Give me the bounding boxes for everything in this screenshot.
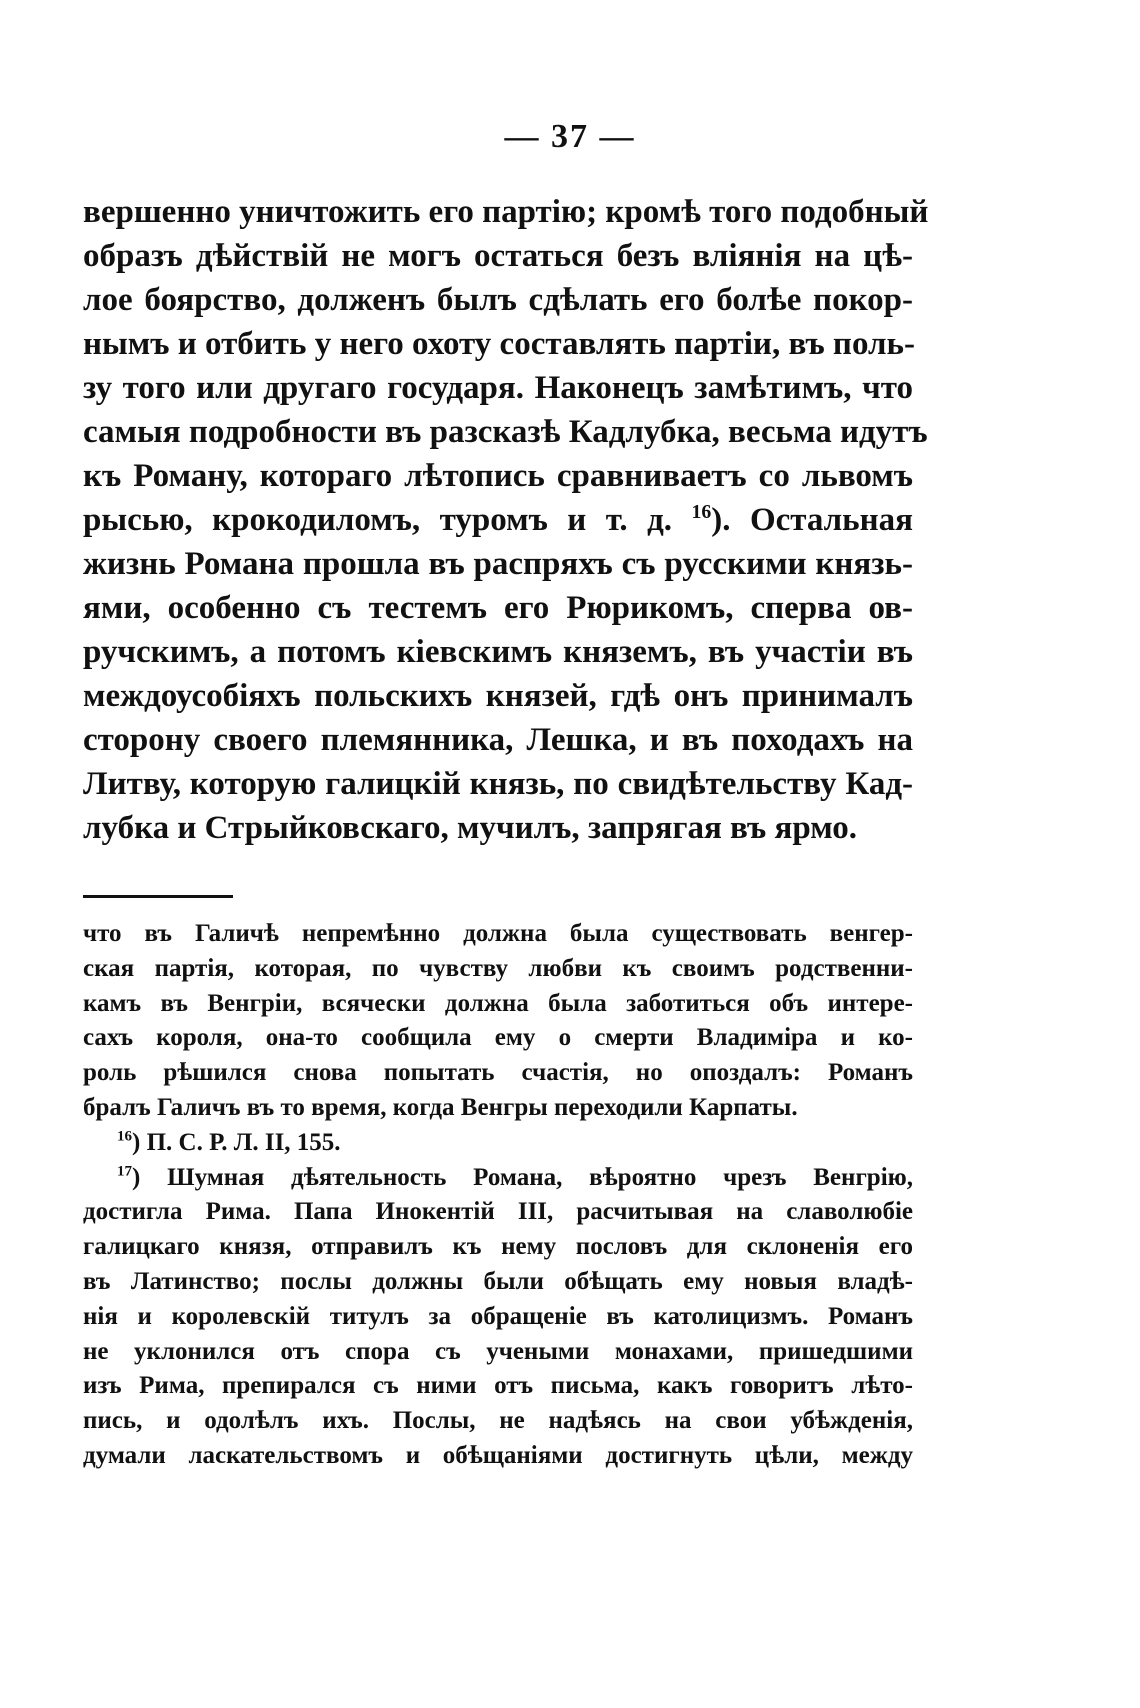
main-text-segment: рысью, крокодиломъ, туромъ и т. д. — [83, 502, 673, 538]
footnote-16 — [83, 1126, 913, 1161]
main-text-line: жизнь Романа прошла въ распряхъ съ русскими князь- — [83, 546, 913, 582]
footnote-line: думали ласкательствомъ и обѣщаніями достигнуть цѣли, между — [83, 1441, 913, 1469]
main-text-line: сторону своего племянника, Лешка, и въ походахъ на — [83, 722, 913, 758]
page-number: — 37 — — [504, 118, 636, 155]
footnote-number-17: 17 — [117, 1163, 132, 1180]
footnote-17 — [83, 1161, 913, 1196]
footnote-ref-16[interactable]: 16 — [691, 501, 712, 523]
footnote-line: въ Латинство; послы должны были обѣщать ему новыя владѣ- — [83, 1267, 913, 1295]
footnote-line: нія и королевскій титулъ за обращеніе въ католицизмъ. Романъ — [83, 1302, 913, 1330]
main-text-line: ями, особенно съ тестемъ его Рюрикомъ, сперва ов- — [83, 590, 913, 626]
main-text-line: Литву, которую галицкій князь, по свидѣтельству Кад- — [83, 766, 913, 802]
footnote-text: ) П. С. Р. Л. II, 155. — [132, 1128, 341, 1156]
footnote-separator — [83, 895, 233, 898]
main-text-line: лое боярство, долженъ былъ сдѣлать его болѣе покор- — [83, 282, 913, 318]
footnote-line: пись, и одолѣлъ ихъ. Послы, не надѣясь на свои убѣжденія, — [83, 1407, 913, 1435]
footnote-line: изъ Рима, препирался съ ними отъ письма, какъ говоритъ лѣто- — [83, 1372, 913, 1400]
main-text-line: междоусобіяхъ польскихъ князей, гдѣ онъ принималъ — [83, 678, 913, 714]
footnote-line: галицкаго князя, отправилъ къ нему пословъ для склоненія его — [83, 1233, 913, 1261]
main-text-line: зу того или другаго государя. Наконецъ замѣтимъ, что — [83, 370, 913, 406]
footnotes — [83, 917, 913, 1474]
footnote-number-16: 16 — [117, 1128, 132, 1145]
main-text-line: образъ дѣйствій не могъ остаться безъ вліянія на цѣ- — [83, 238, 913, 274]
footnote-line: что въ Галичѣ непремѣнно должна была существовать венгер- — [83, 920, 913, 947]
main-text-segment: ). Остальная — [711, 502, 914, 538]
footnote-line: камъ въ Венгріи, всячески должна была заботиться объ интере- — [83, 989, 913, 1017]
main-text-line: нымъ и отбить у него охоту составлять партіи, въ поль- — [83, 326, 915, 362]
main-text-line: вершенно уничтожить его партію; кромѣ того подобный — [83, 194, 929, 230]
main-text-line-with-footnote-ref — [83, 498, 913, 542]
footnote-line: достигла Рима. Папа Инокентій III, расчитывая на славолюбіе — [83, 1198, 913, 1226]
main-text-line: къ Роману, котораго лѣтопись сравниваетъ со львомъ — [83, 458, 913, 494]
main-text-line: лубка и Стрыйковскаго, мучилъ, запрягая въ ярмо. — [83, 810, 858, 846]
footnote-line: бралъ Галичъ въ то время, когда Венгры переходили Карпаты. — [83, 1093, 798, 1121]
main-text — [83, 190, 929, 850]
footnote-line: роль рѣшился снова попытать счастія, но опоздалъ: Романъ — [83, 1059, 913, 1087]
main-text-line: самыя подробности въ разсказѣ Кадлубка, весьма идутъ — [83, 414, 928, 450]
footnote-line: ская партія, которая, по чувству любви къ своимъ родственни- — [83, 954, 913, 982]
footnote-line: сахъ короля, она-то сообщила ему о смерти Владиміра и ко- — [83, 1024, 913, 1052]
footnote-text: ) Шумная дѣятельность Романа, вѣроятно чрезъ Венгрію, — [132, 1163, 913, 1191]
main-text-line: ручскимъ, а потомъ кіевскимъ княземъ, въ участіи въ — [83, 634, 913, 670]
footnote-line: не уклонился отъ спора съ учеными монахами, пришедшими — [83, 1337, 913, 1365]
